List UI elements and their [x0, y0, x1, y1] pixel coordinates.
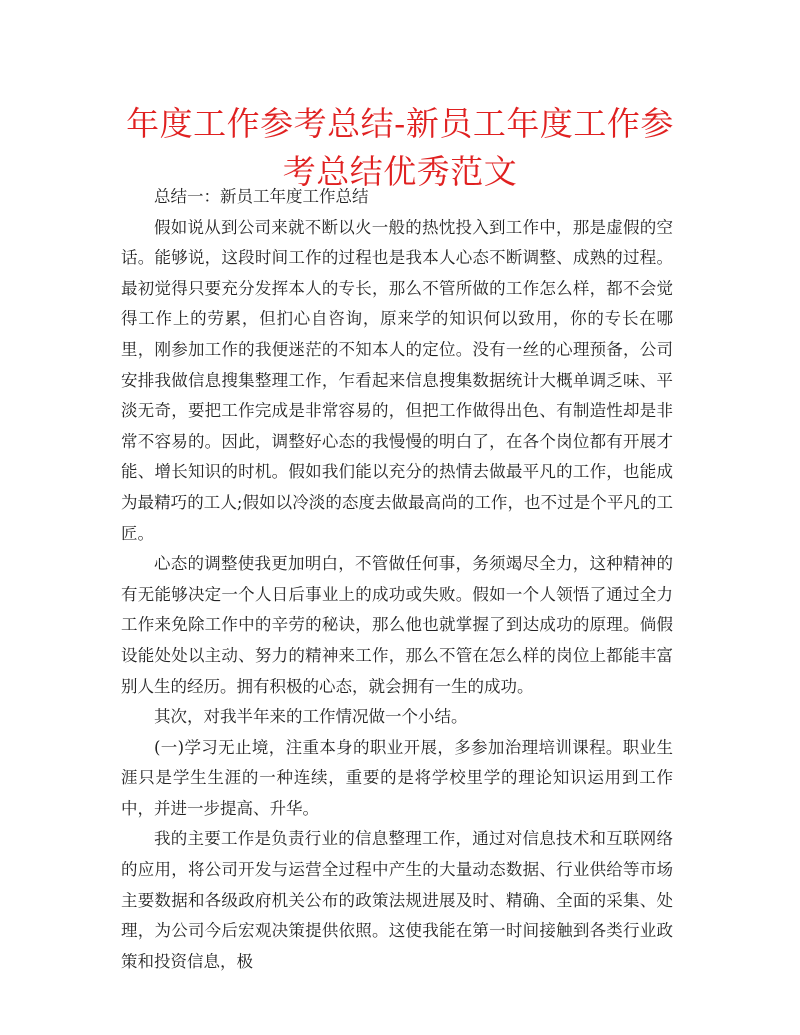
paragraph: 其次，对我半年来的工作情况做一个小结。 — [154, 707, 468, 727]
document-body — [121, 182, 673, 977]
paragraph: 假如说从到公司来就不断以火一般的热忱投入到工作中，那是虚假的空话。能够说，这段时间工作的过程也是我本人心态不断调整、成熟的过程。最初觉得只要充分发挥本人的专长，那么不管所做的工作怎么样，都不会觉得工作上的劳累，但扪心自咨询，原来学的知识何以致用，你的专长在哪里，刚参加工作的我便迷茫的不知本人的定位。没有一丝的心理预备，公司安排我做信息搜集整理工作，乍看起来信息搜集数据统计大概单调乏味、平淡无奇，要把工作完成是非常容易的，但把工作做得出色、有制造性却是非常不容易的。因此，调整好心态的我慢慢的明白了，在各个岗位都有开展才能、增长知识的时机。假如我们能以充分的热情去做最平凡的工作，也能成为最精巧的工人;假如以冷淡的态度去做最高尚的工作，也不过是个平凡的工匠。 — [121, 217, 673, 543]
section-heading: 总结一：新员工年度工作总结 — [154, 187, 369, 206]
paragraph: 我的主要工作是负责行业的信息整理工作，通过对信息技术和互联网络的应用，将公司开发与运营全过程中产生的大量动态数据、行业供给等市场主要数据和各级政府机关公布的政策法规进展及时、精确、全面的采集、处理，为公司今后宏观决策提供依照。这使我能在第一时间接触到各类行业政策和投资信息，极 — [121, 829, 673, 971]
page-title: 年度工作参考总结-新员工年度工作参考总结优秀范文 — [126, 104, 674, 191]
paragraph: 心态的调整使我更加明白，不管做任何事，务须竭尽全力，这种精神的有无能够决定一个人日后事业上的成功或失败。假如一个人领悟了通过全力工作来免除工作中的辛劳的秘诀，那么他也就掌握了到达成功的原理。倘假设能处处以主动、努力的精神来工作，那么不管在怎么样的岗位上都能丰富别人生的经历。拥有积极的心态，就会拥有一生的成功。 — [121, 554, 673, 696]
paragraph: (一)学习无止境，注重本身的职业开展，多参加治理培训课程。职业生涯只是学生生涯的一种连续，重要的是将学校里学的理论知识运用到工作中，并进一步提高、升华。 — [121, 737, 673, 818]
